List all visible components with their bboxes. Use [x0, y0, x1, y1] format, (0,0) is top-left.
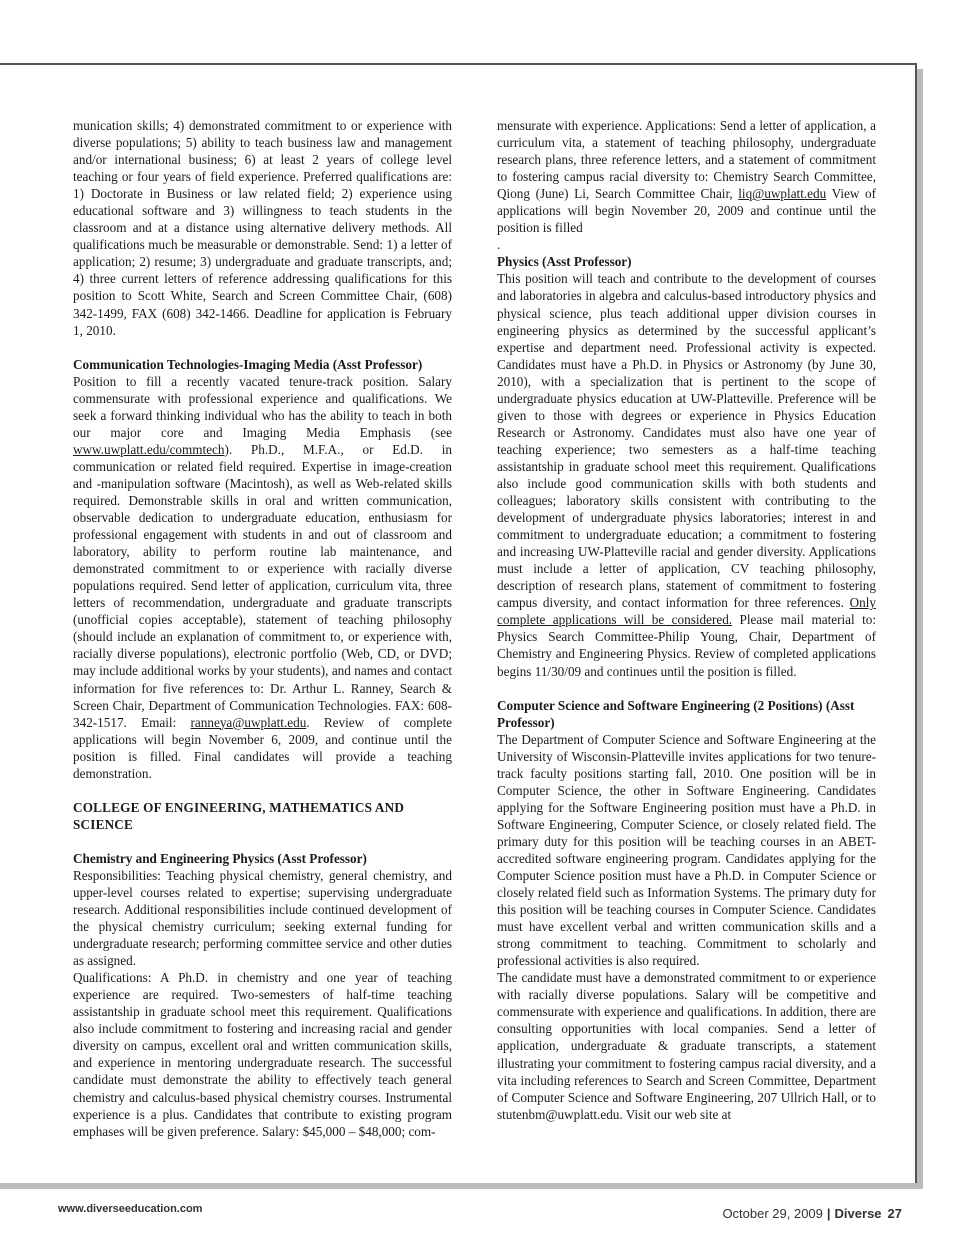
footer-separator: | [826, 1206, 831, 1221]
chem-heading: Chemistry and Engineering Physics (Asst Professor) [73, 850, 367, 866]
comm-tech-link[interactable]: www.uwplatt.edu/commtech [73, 441, 225, 457]
footer-issue-info [722, 1206, 902, 1221]
physics-underlined-note: Only complete applications will be considered. [497, 595, 877, 628]
chem-email-link[interactable]: liq@uwplatt.edu [738, 186, 827, 202]
physics-heading: Physics (Asst Professor) [497, 254, 632, 270]
cs-heading: Computer Science and Software Engineering (2 Positions) (Asst Professor) [497, 697, 855, 730]
business-ad-continuation: munication skills; 4) demonstrated commitment to or experience with diverse populations; 5) ability to teach business law and management and/or international business; 6) at least 2 years of college level teaching or four years of field experience. Preferred qualifications are: 1) Doctorate in Business or law related field; 2) experience using educational software and 3) willingness to teach students in the classroom and at a distance using alternative delivery methods. All qualifications much be measurable or demonstrable. Send: 1) a letter of application; 2) resume; 3) undergraduate and graduate transcripts, and; 4) three current letters of reference addressing qualifications for this position to Scott White, Search and Screen Committee Chair, (608) 342-1499, FAX (608) 342-1466. Deadline for application is February 1, 2010. [73, 118, 452, 338]
stray-dot: . [497, 237, 501, 253]
frame-shadow-bottom [0, 1183, 923, 1189]
chem-qualifications: Qualifications: A Ph.D. in chemistry and one year of teaching experience are required. Two-semesters of half-time teaching assistantship in graduate school meet this requirement. Qualifications also include commitment to fostering and increasing racial and gender diversity on campus, excellent oral and written communication skills, and experience in mentoring undergraduate research. The successful candidate must demonstrate the ability to effectively teach general chemistry and calculus-based physical chemistry courses. Instrumental experience is a plus. Candidates that contribute to existing program emphases will be given preference. Salary: $45,000 – $48,000; com- [73, 970, 452, 1139]
comm-tech-heading: Communication Technologies-Imaging Media (Asst Professor) [73, 356, 423, 372]
cs-body-b: The candidate must have a demonstrated commitment to or experience with racially diverse populations. Salary will be competitive and commensurate with experience and qualifications. In addition, there are consulting opportunities with local companies. Send a letter of application, undergraduate & graduate transcripts, a statement illustrating your commitment to fostering campus racial diversity, and a vita including references to Search and Screen Committee, Department of Computer Science and Software Engineering, 207 Ullrich Hall, or to stutenbm@uwplatt.edu. Visit our web site at [497, 970, 876, 1122]
chem-continuation: mensurate with experience. Applications: Send a letter of application, a curriculum vita, a statement of teaching philosophy, undergraduate research plans, three reference letters, and a statement of commitment to fostering campus racial diversity to: Chemistry Search Committee, Qiong (June) Li, Search Committee Chair, liq@uwplatt.edu View of applications will begin November 20, 2009 and continue until the position is filled [497, 118, 876, 236]
page-number: 27 [887, 1206, 902, 1221]
left-column [73, 117, 452, 1140]
frame-shadow-right [917, 69, 923, 1189]
comm-tech-body: Position to fill a recently vacated tenure-track position. Salary commensurate with professional experience and qualifications. We seek a forward thinking individual who has the ability to teach in both our major core and Imaging Media Emphasis (see www.uwplatt.edu/commtech). Ph.D., M.F.A., or Ed.D. in communication or related field required. Expertise in image-creation and -manipulation software (Macintosh), as well as Web-related skills required. Demonstrable skills in oral and written communication, observable dedication to undergraduate education, enthusiasm for professional engagement with students in and out of classroom and laboratory, ability to perform routine lab maintenance, and demonstrated commitment to or experience with racially diverse populations required. Send letter of application, curriculum vita, three letters of recommendation, undergraduate and graduate transcripts (unofficial copies acceptable), statement of teaching philosophy (should include an explanation of commitment to, or experience with, racially diverse populations), electronic portfolio (Web, CD, or DVD; may include additional works by your students), and names and contact information for five references to: Dr. Arthur L. Ranney, Search & Screen Chair, Department of Communication Technologies. FAX: 608-342-1517. Email: ranneya@uwplatt.edu. Review of complete applications will begin November 6, 2009, and continue until the position is filled. Final candidates will provide a teaching demonstration. [73, 373, 452, 781]
chem-responsibilities: Responsibilities: Teaching physical chemistry, general chemistry, and upper-level courses related to expertise; supervising undergraduate research. Additional responsibilities include continued development of the physical chemistry curriculum; seeking external funding for undergraduate research; performing committee service and other duties as assigned. [73, 867, 452, 969]
cs-body-a: The Department of Computer Science and Software Engineering at the University of Wisconsin-Platteville invites applications for two tenure-track faculty positions starting fall, 2010. One position will be in Computer Science, the other in Software Engineering. Candidates applying for the Software Engineering position must have a Ph.D. in Software Engineering, Computer Science, or closely related field. The primary duty for this position will be teaching courses in an ABET-accredited software engineering program. Candidates applying for the Computer Science position must have a Ph.D. in Computer Science or closely related field such as Information Systems. The primary duty for this position will be teaching courses in Computer Science. Candidates must have excellent verbal and written communication skills and a strong commitment to teaching. Commitment to scholarly and professional activities is also required. [497, 731, 876, 969]
footer-date: October 29, 2009 [722, 1206, 823, 1221]
footer-url[interactable]: www.diverseeducation.com [58, 1203, 203, 1215]
right-column [497, 117, 876, 1123]
college-heading: COLLEGE OF ENGINEERING, MATHEMATICS AND SCIENCE [73, 799, 405, 832]
physics-body: This position will teach and contribute to the development of courses and laboratories in algebra and calculus-based introductory physics and physical science, plus teach additional upper division courses in engineering physics as determined by the successful applicant’s expertise and department need. Professional activity is expected. Candidates must have a Ph.D. in Physics or Astronomy (by June 30, 2010), with a specialization that is pertinent to the scope of undergraduate physics education at UW-Platteville. Preference will be given to those with degrees or experience in Physics Education Research or Astronomy. Candidates must also have one year of teaching experience; two semesters as a half-time teaching assistantship in graduate school meet this requirement. Qualifications also include good communication skills with both students and colleagues; laboratory skills consistent with contributing to the development of undergraduate physics laboratories; interest in and commitment to undergraduate education; a commitment to fostering and increasing UW-Platteville racial and gender diversity. Applications must include a letter of application, CV teaching philosophy, description of research plans, statement of commitment to fostering campus diversity, and contact information for three references. Only complete applications will be considered. Please mail material to: Physics Search Committee-Philip Young, Chair, Department of Chemistry and Engineering Physics. Review of completed applications begins 11/30/09 and continues until the position is filled. [497, 271, 877, 679]
footer-magazine: Diverse [834, 1206, 882, 1221]
comm-tech-email-link[interactable]: ranneya@uwplatt.edu [190, 714, 307, 730]
